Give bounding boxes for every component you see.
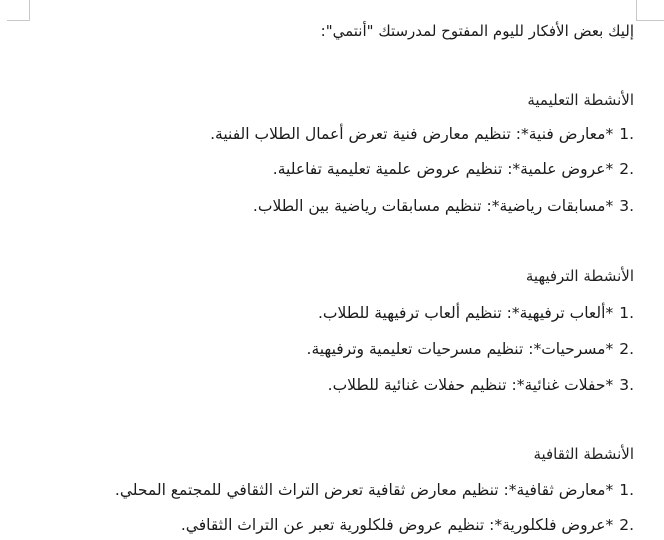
list-number: 1.: [619, 481, 634, 499]
section-heading-entertainment: الأنشطة الترفيهية: [525, 267, 634, 285]
list-item: [328, 374, 634, 396]
list-item: [273, 158, 634, 180]
intro-paragraph: إليك بعض الأفكار لليوم المفتوح لمدرستك "أنتمي":: [320, 22, 634, 40]
list-item-text: *معارض فنية*: تنظيم معارض فنية تعرض أعمال الطلاب الفنية.: [210, 125, 614, 143]
section-heading-educational: الأنشطة التعليمية: [527, 91, 634, 109]
section-heading-cultural: الأنشطة الثقافية: [533, 445, 634, 463]
list-item-text: *ألعاب ترفيهية*: تنظيم ألعاب ترفيهية للطلاب.: [317, 304, 614, 322]
list-item-text: *عروض فلكلورية*: تنظيم عروض فلكلورية تعبر عن التراث الثقافي.: [180, 516, 614, 534]
list-item: [115, 479, 634, 501]
list-item-text: *مسابقات رياضية*: تنظيم مسابقات رياضية بين الطلاب.: [252, 197, 614, 215]
list-item: [181, 514, 634, 536]
list-item-text: *عروض علمية*: تنظيم عروض علمية تعليمية تفاعلية.: [272, 160, 614, 178]
list-number: 2.: [619, 340, 634, 358]
list-number: 1.: [619, 125, 634, 143]
list-item-text: *مسرحيات*: تنظيم مسرحيات تعليمية وترفيهية.: [306, 340, 614, 358]
list-number: 1.: [619, 304, 634, 322]
list-item-text: *حفلات غنائية*: تنظيم حفلات غنائية للطلاب.: [327, 376, 614, 394]
list-item: [307, 338, 634, 360]
list-item: [318, 302, 634, 324]
list-number: 3.: [619, 376, 634, 394]
list-item: [210, 123, 634, 145]
list-item-text: *معارض ثقافية*: تنظيم معارض ثقافية تعرض التراث الثقافي للمجتمع المحلي.: [114, 481, 614, 499]
list-item: [253, 195, 634, 217]
list-number: 2.: [619, 516, 634, 534]
list-number: 2.: [619, 160, 634, 178]
list-number: 3.: [619, 197, 634, 215]
